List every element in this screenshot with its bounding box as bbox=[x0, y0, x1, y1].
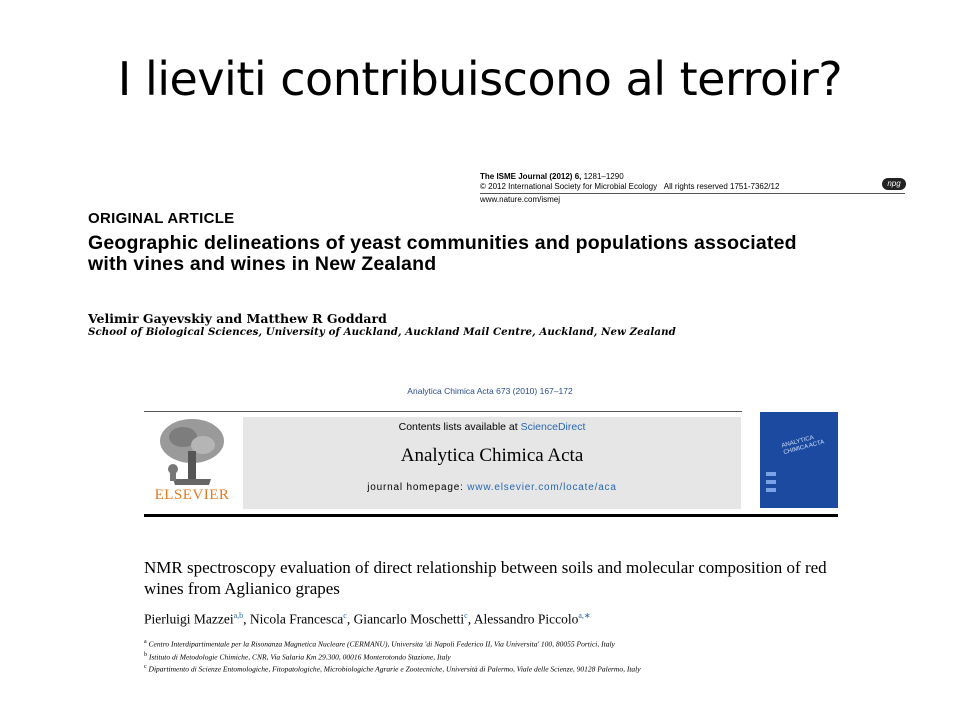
aca-bottom-divider bbox=[144, 514, 838, 517]
isme-copyright: © 2012 International Society for Microbial Ecology bbox=[480, 182, 658, 191]
elsevier-wordmark: ELSEVIER bbox=[154, 487, 230, 503]
sciencedirect-link[interactable]: ScienceDirect bbox=[520, 421, 586, 433]
isme-journal-header bbox=[480, 172, 905, 192]
journal-banner bbox=[243, 417, 741, 509]
author-separator: , bbox=[346, 611, 354, 627]
author-name: Alessandro Piccolo bbox=[473, 611, 579, 627]
affiliation-mark: c bbox=[144, 664, 147, 670]
affiliation-mark: b bbox=[144, 651, 147, 658]
aca-top-divider bbox=[144, 411, 742, 412]
cover-title: ANALYTICA CHIMICA ACTA bbox=[781, 435, 825, 457]
affiliation-line bbox=[144, 662, 844, 675]
affiliation-text: Centro Interdipartimentale per la Risonanza Magnetica Nucleare (CERMANU), Universita 'di Napoli Federico II, Via Universita' 100, 80055 Portici, Italy bbox=[148, 639, 615, 649]
aca-affiliations bbox=[144, 637, 844, 675]
cover-stripe bbox=[766, 472, 776, 476]
author-affil-mark[interactable]: a,b bbox=[233, 611, 244, 620]
cover-stripe bbox=[766, 488, 776, 492]
homepage-link[interactable]: www.elsevier.com/locate/aca bbox=[467, 482, 617, 493]
aca-authors bbox=[144, 611, 591, 628]
isme-article-title: Geographic delineations of yeast communities and populations associated with vines and wines in New Zealand bbox=[88, 232, 797, 275]
homepage-line bbox=[243, 482, 741, 493]
affiliation-line bbox=[144, 637, 844, 650]
aca-citation[interactable]: Analytica Chimica Acta 673 (2010) 167–172 bbox=[407, 386, 573, 396]
aca-journal-name: Analytica Chimica Acta bbox=[400, 445, 584, 466]
author-affil-mark[interactable]: a,∗ bbox=[578, 611, 591, 620]
journal-cover-thumbnail bbox=[760, 412, 838, 508]
author-name: Giancarlo Moschetti bbox=[353, 611, 465, 627]
npg-logo: npg bbox=[882, 178, 906, 190]
aca-article-title: NMR spectroscopy evaluation of direct relationship between soils and molecular composition of red wines from Aglianico grapes bbox=[144, 558, 827, 598]
isme-section-label: ORIGINAL ARTICLE bbox=[88, 210, 235, 227]
elsevier-logo bbox=[144, 417, 240, 512]
isme-authors: Velimir Gayevskiy and Matthew R Goddard bbox=[88, 311, 387, 326]
isme-journal-name: The ISME Journal (2012) 6, bbox=[480, 172, 582, 181]
slide-title: I lieviti contribuiscono al terroir? bbox=[117, 52, 843, 106]
affiliation-mark: a bbox=[144, 639, 147, 645]
isme-rights: All rights reserved 1751-7362/12 bbox=[663, 182, 780, 191]
isme-url[interactable]: www.nature.com/ismej bbox=[480, 195, 561, 204]
author-affil-mark[interactable]: c bbox=[464, 611, 468, 620]
author-separator: , bbox=[467, 611, 474, 627]
homepage-prefix: journal homepage: bbox=[367, 482, 468, 493]
contents-prefix: Contents lists available at bbox=[398, 421, 521, 433]
affiliation-text: Dipartimento di Scienze Entomologiche, Fitopatologiche, Microbiologiche Agrarie e Zootecniche, Università di Palermo, Viale delle Scienze, 90128 Palermo, Italy bbox=[148, 664, 641, 674]
isme-affiliation: School of Biological Sciences, University of Auckland, Auckland Mail Centre, Auckland, New Zealand bbox=[88, 326, 676, 338]
elsevier-tree-icon bbox=[153, 417, 231, 487]
cover-stripe bbox=[766, 480, 776, 484]
affiliation-line bbox=[144, 650, 844, 663]
affiliation-text: Istituto di Metodologie Chimiche, CNR, Via Salaria Km 29.300, 00016 Monterotondo Stazione, Italy bbox=[148, 652, 451, 661]
author-name: Pierluigi Mazzei bbox=[144, 611, 234, 627]
author-affil-mark[interactable]: c bbox=[343, 611, 347, 620]
author-separator: , bbox=[243, 611, 250, 627]
isme-header-divider bbox=[480, 193, 905, 194]
author-name: Nicola Francesca bbox=[249, 611, 344, 627]
contents-line bbox=[243, 421, 741, 433]
isme-pages: 1281–1290 bbox=[581, 172, 624, 181]
